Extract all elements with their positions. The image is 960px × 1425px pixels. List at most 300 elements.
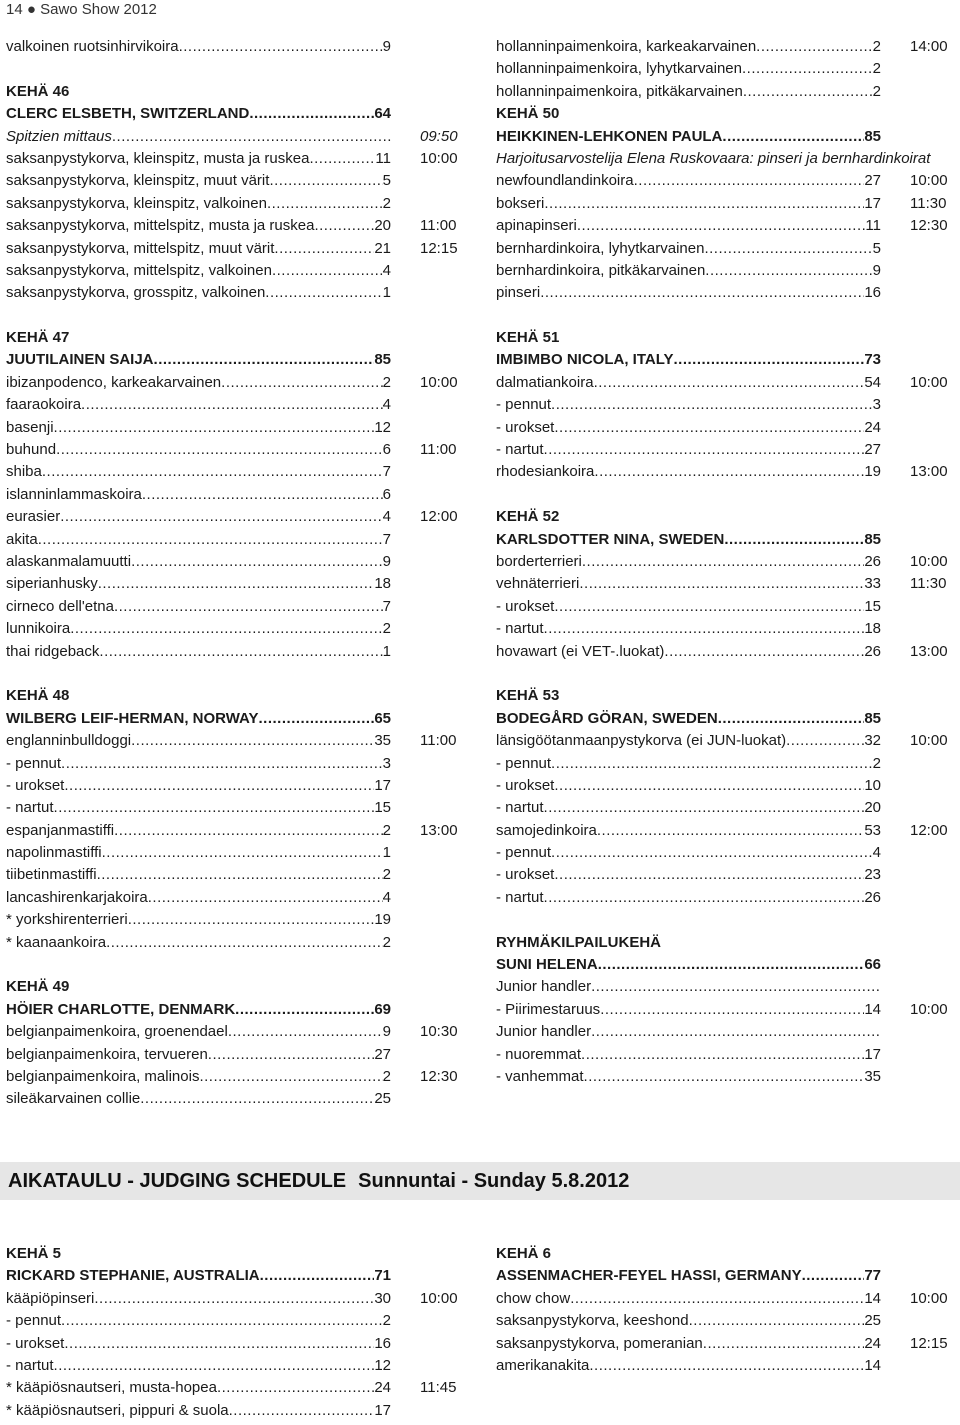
- breed-row: [6, 126, 466, 148]
- dot-leader: [114, 596, 383, 618]
- row-label: [496, 954, 881, 976]
- note-wrap: [496, 148, 956, 170]
- breed-name: - urokset: [496, 866, 555, 884]
- start-time: 13:00: [910, 642, 948, 660]
- banner-title: AIKATAULU - JUDGING SCHEDULE: [8, 1169, 347, 1192]
- breed-row: [496, 81, 956, 103]
- row-label: [6, 282, 391, 304]
- entry-count: 2: [382, 1067, 391, 1085]
- breed-row: [6, 506, 466, 528]
- row-label: [6, 461, 391, 483]
- dot-leader: [581, 1044, 864, 1066]
- row-label: [6, 36, 391, 58]
- entry-count: 2: [382, 194, 391, 212]
- dot-leader: [591, 976, 881, 998]
- entry-count: 2: [382, 821, 391, 839]
- breed-name: lancashirenkarjakoira: [6, 888, 148, 906]
- spacer: [6, 58, 466, 80]
- breed-row: [6, 909, 466, 931]
- row-label: [6, 1044, 391, 1066]
- row-label: [6, 641, 391, 663]
- dot-leader: [554, 417, 864, 439]
- entry-count: 77: [864, 1267, 881, 1285]
- dot-leader: [235, 999, 374, 1021]
- breed-row: [6, 1066, 466, 1088]
- entry-count: 24: [374, 1379, 391, 1397]
- start-time: 10:30: [420, 1023, 458, 1041]
- breed-row: [496, 596, 956, 618]
- row-label: [496, 529, 881, 551]
- row-label: [6, 1377, 391, 1399]
- entry-count: 7: [382, 530, 391, 548]
- entry-count: 21: [374, 239, 391, 257]
- start-time: 12:15: [910, 1334, 948, 1352]
- judge-name: ASSENMACHER-FEYEL HASSI, GERMANY: [496, 1267, 802, 1285]
- breed-name: pinseri: [496, 284, 541, 302]
- breed-name: - pennut: [6, 754, 62, 772]
- breed-row: [6, 148, 466, 170]
- judge-name: HEIKKINEN-LEHKONEN PAULA: [496, 127, 723, 145]
- row-label: [496, 394, 881, 416]
- breed-name: espanjanmastiffi: [6, 821, 115, 839]
- dot-leader: [634, 170, 865, 192]
- row-label: [6, 417, 391, 439]
- row-label: [6, 753, 391, 775]
- entry-count: 6: [382, 485, 391, 503]
- ring-title: KEHÄ 46: [6, 82, 70, 100]
- dot-leader: [131, 551, 383, 573]
- breed-name: - nartut: [496, 888, 544, 906]
- dot-leader: [267, 193, 383, 215]
- breed-name: newfoundlandinkoira: [496, 172, 634, 190]
- breed-row: [6, 797, 466, 819]
- entry-count: 27: [864, 172, 881, 190]
- ring-title: KEHÄ 5: [6, 1245, 62, 1262]
- row-label: [6, 372, 391, 394]
- entry-count: 4: [382, 261, 391, 279]
- dot-leader: [786, 730, 864, 752]
- dot-leader: [179, 36, 383, 58]
- entry-count: 85: [374, 351, 391, 369]
- breed-name: - nartut: [6, 799, 54, 817]
- dot-leader: [97, 864, 383, 886]
- entry-count: 85: [864, 709, 881, 727]
- dot-leader: [114, 820, 383, 842]
- entry-count: 1: [382, 284, 391, 302]
- breed-row: [496, 730, 956, 752]
- dot-leader: [98, 573, 375, 595]
- row-label: [6, 1355, 391, 1377]
- breed-name: - nartut: [496, 620, 544, 638]
- breed-name: faaraokoira: [6, 396, 82, 414]
- entry-count: 1: [382, 844, 391, 862]
- breed-name: akita: [6, 530, 38, 548]
- entry-count: 6: [382, 441, 391, 459]
- entry-count: 73: [864, 351, 881, 369]
- row-label: [496, 730, 881, 752]
- entry-count: 3: [382, 754, 391, 772]
- dot-leader: [703, 1333, 865, 1355]
- dot-leader: [94, 1288, 374, 1310]
- start-time: 14:00: [910, 38, 948, 55]
- row-label: [496, 193, 881, 215]
- breed-name: bokseri: [496, 194, 545, 212]
- entry-count: 25: [374, 1090, 391, 1108]
- dot-leader: [554, 864, 864, 886]
- entry-count: 24: [864, 418, 881, 436]
- breed-name: - urokset: [6, 1334, 65, 1352]
- breed-row: [6, 1044, 466, 1066]
- breed-name: - urokset: [6, 776, 65, 794]
- judge-name: RICKARD STEPHANIE, AUSTRALIA: [6, 1267, 260, 1285]
- start-time: 11:30: [910, 575, 947, 593]
- breed-name: belgianpaimenkoira, tervueren: [6, 1045, 208, 1063]
- breed-name: napolinmastiffi: [6, 844, 102, 862]
- breed-row: [496, 551, 956, 573]
- breed-row: [496, 417, 956, 439]
- start-time: 12:30: [910, 217, 948, 235]
- breed-row: [6, 573, 466, 595]
- breed-name: saksanpystykorva, pomeranian: [496, 1334, 703, 1352]
- bullet-icon: ●: [26, 1, 36, 18]
- breed-row: [496, 1044, 956, 1066]
- row-label: [496, 461, 881, 483]
- ring-title: KEHÄ 53: [496, 687, 560, 705]
- entry-count: 9: [382, 38, 391, 55]
- breed-row: [6, 1088, 466, 1110]
- dot-leader: [199, 1066, 382, 1088]
- breed-name: saksanpystykorva, mittelspitz, valkoinen: [6, 261, 272, 279]
- breed-row: [6, 461, 466, 483]
- breed-name: - nartut: [6, 1356, 54, 1374]
- breed-row: [6, 372, 466, 394]
- entry-count: 9: [382, 1023, 391, 1041]
- breed-row: [496, 394, 956, 416]
- row-label: [6, 439, 391, 461]
- breed-name: * kaanaankoira: [6, 933, 107, 951]
- start-time: 13:00: [420, 821, 458, 839]
- dot-leader: [38, 529, 383, 551]
- row-label: [6, 618, 391, 640]
- spacer: [6, 663, 466, 685]
- breed-name: - urokset: [496, 597, 555, 615]
- row-label: [496, 417, 881, 439]
- entry-count: 54: [864, 373, 881, 391]
- row-label: [6, 1021, 391, 1043]
- entry-count: 71: [374, 1267, 391, 1285]
- entry-count: 2: [382, 620, 391, 638]
- dot-leader: [99, 641, 382, 663]
- dot-leader: [551, 753, 873, 775]
- breed-name: - pennut: [496, 754, 552, 772]
- breed-row: [496, 439, 956, 461]
- breed-row: [496, 573, 956, 595]
- entry-count: 53: [864, 821, 881, 839]
- judge-row: [6, 349, 466, 371]
- left-column-sunday: [6, 1243, 466, 1422]
- entry-count: 19: [864, 463, 881, 481]
- ring-title: KEHÄ 51: [496, 329, 560, 347]
- breed-row: [6, 1310, 466, 1332]
- row-label: [496, 999, 881, 1021]
- dot-leader: [579, 573, 864, 595]
- judge-row: [496, 708, 956, 730]
- start-time: 13:00: [910, 463, 948, 481]
- dot-leader: [54, 417, 375, 439]
- entry-count: 24: [864, 1334, 881, 1352]
- judge-row: [6, 103, 466, 125]
- breed-name: - urokset: [496, 418, 555, 436]
- entry-count: 20: [374, 217, 391, 235]
- row-label: [6, 887, 391, 909]
- dot-leader: [217, 1377, 374, 1399]
- breed-name: belgianpaimenkoira, groenendael: [6, 1023, 228, 1041]
- entry-count: 65: [374, 709, 391, 727]
- breed-row: [6, 730, 466, 752]
- breed-row: [496, 820, 956, 842]
- row-label: [496, 215, 881, 237]
- dot-leader: [577, 215, 866, 237]
- spacer: [6, 305, 466, 327]
- row-label: [496, 260, 881, 282]
- dot-leader: [570, 1288, 864, 1310]
- row-label: [496, 36, 881, 58]
- dot-leader: [544, 618, 865, 640]
- breed-row: [496, 864, 956, 886]
- row-label: [496, 753, 881, 775]
- row-label: [6, 1310, 391, 1332]
- start-time: 10:00: [420, 373, 458, 391]
- breed-name: - pennut: [6, 1312, 62, 1330]
- entry-count: 27: [374, 1045, 391, 1063]
- row-label: [496, 1310, 881, 1332]
- ring-title: KEHÄ 48: [6, 687, 70, 705]
- dot-leader: [54, 797, 375, 819]
- breed-name: islanninlammaskoira: [6, 485, 142, 503]
- schedule-banner: [0, 1162, 960, 1200]
- start-time: 12:15: [420, 239, 458, 257]
- judge-row: [496, 529, 956, 551]
- row-label: [496, 282, 881, 304]
- entry-count: 2: [872, 754, 881, 772]
- dot-leader: [724, 529, 864, 551]
- trainee-judge-note: [496, 148, 956, 170]
- dot-leader: [70, 618, 382, 640]
- breed-name: hollanninpaimenkoira, pitkäkarvainen: [496, 82, 743, 100]
- breed-row: [6, 775, 466, 797]
- start-time: 10:00: [910, 732, 948, 750]
- dot-leader: [551, 394, 873, 416]
- entry-count: 23: [864, 866, 881, 884]
- breed-name: hovawart (ei VET-.luokat): [496, 642, 665, 660]
- row-label: [496, 887, 881, 909]
- spacer: [496, 305, 956, 327]
- breed-row: [6, 1021, 466, 1043]
- row-label: [6, 349, 391, 371]
- start-time: 10:00: [910, 373, 948, 391]
- dot-leader: [705, 260, 872, 282]
- breed-name: belgianpaimenkoira, malinois: [6, 1067, 200, 1085]
- dot-leader: [81, 394, 383, 416]
- breed-name: apinapinseri: [496, 217, 577, 235]
- note-text: Harjoitusarvostelija Elena Ruskovaara: pinseri ja bernhardinkoirat: [496, 149, 931, 167]
- breed-name: hollanninpaimenkoira, karkeakarvainen: [496, 38, 757, 55]
- row-label: [496, 573, 881, 595]
- spacer: [6, 954, 466, 976]
- row-label: [496, 596, 881, 618]
- breed-row: [496, 1355, 956, 1377]
- start-time: 11:00: [420, 732, 457, 750]
- breed-row: [6, 887, 466, 909]
- row-label: [496, 864, 881, 886]
- row-label: [6, 1400, 391, 1422]
- entry-count: 2: [382, 373, 391, 391]
- breed-row: [6, 753, 466, 775]
- entry-count: 9: [382, 552, 391, 570]
- breed-name: Spitzien mittaus: [6, 127, 112, 145]
- entry-count: 3: [872, 396, 881, 414]
- row-label: [496, 618, 881, 640]
- breed-row: [6, 193, 466, 215]
- dot-leader: [589, 1355, 864, 1377]
- breed-row: [496, 1333, 956, 1355]
- dot-leader: [664, 641, 864, 663]
- breed-name: bernhardinkoira, lyhytkarvainen: [496, 239, 705, 257]
- breed-name: * kääpiösnautseri, pippuri & suola: [6, 1401, 229, 1419]
- dot-leader: [106, 932, 383, 954]
- judge-row: [496, 349, 956, 371]
- judge-row: [496, 1265, 956, 1287]
- entry-count: 9: [872, 261, 881, 279]
- start-time: 10:00: [420, 1289, 458, 1307]
- dot-leader: [272, 260, 383, 282]
- breed-name: samojedinkoira: [496, 821, 597, 839]
- row-label: [496, 1288, 881, 1310]
- dot-leader: [54, 1355, 375, 1377]
- entry-count: 4: [382, 396, 391, 414]
- breed-name: chow chow: [496, 1289, 571, 1307]
- dot-leader: [544, 797, 865, 819]
- breed-row: [6, 394, 466, 416]
- breed-name: bernhardinkoira, pitkäkarvainen: [496, 261, 706, 279]
- row-label: [6, 551, 391, 573]
- start-time: 10:00: [420, 149, 458, 167]
- entry-count: 1: [382, 642, 391, 660]
- entry-count: 11: [375, 149, 391, 167]
- breed-row: [496, 797, 956, 819]
- row-label: [6, 820, 391, 842]
- dot-leader: [61, 753, 383, 775]
- breed-row: [496, 976, 956, 998]
- dot-leader: [259, 708, 375, 730]
- start-time: 11:00: [420, 217, 457, 235]
- row-label: [6, 999, 391, 1021]
- dot-leader: [554, 596, 864, 618]
- row-label: [6, 932, 391, 954]
- breed-name: saksanpystykorva, grosspitz, valkoinen: [6, 284, 266, 302]
- spacer: [496, 909, 956, 931]
- entry-count: 2: [872, 82, 881, 100]
- dot-leader: [540, 282, 864, 304]
- dot-leader: [60, 506, 382, 528]
- start-time: 10:00: [910, 172, 948, 190]
- entry-count: 25: [864, 1312, 881, 1330]
- breed-name: dalmatiankoira: [496, 373, 594, 391]
- judge-row: [6, 999, 466, 1021]
- entry-count: 2: [382, 866, 391, 884]
- row-label: [496, 1021, 881, 1043]
- breed-name: Junior handler: [496, 978, 592, 996]
- breed-row: [6, 170, 466, 192]
- dot-leader: [102, 842, 383, 864]
- breed-name: - urokset: [496, 776, 555, 794]
- breed-name: vehnäterrieri: [496, 575, 580, 593]
- row-label: [6, 596, 391, 618]
- row-label: [6, 797, 391, 819]
- breed-name: saksanpystykorva, kleinspitz, valkoinen: [6, 194, 267, 212]
- entry-count: 27: [864, 441, 881, 459]
- judge-name: HÖIER CHARLOTTE, DENMARK: [6, 1000, 236, 1018]
- entry-count: 4: [382, 508, 391, 526]
- entry-count: 26: [864, 888, 881, 906]
- breed-row: [6, 820, 466, 842]
- breed-row: [6, 282, 466, 304]
- entry-count: 20: [864, 799, 881, 817]
- ring-title: KEHÄ 49: [6, 978, 70, 996]
- dot-leader: [265, 282, 382, 304]
- row-label: [6, 708, 391, 730]
- entry-count: 5: [872, 239, 881, 257]
- breed-row: [496, 58, 956, 80]
- dot-leader: [42, 461, 383, 483]
- breed-name: alaskanmalamuutti: [6, 552, 132, 570]
- breed-name: Junior handler: [496, 1023, 592, 1041]
- row-label: [6, 1088, 391, 1110]
- dot-leader: [584, 1066, 865, 1088]
- dot-leader: [229, 1400, 375, 1422]
- breed-row: [6, 842, 466, 864]
- dot-leader: [718, 708, 865, 730]
- row-label: [6, 730, 391, 752]
- breed-row: [496, 618, 956, 640]
- breed-row: [6, 641, 466, 663]
- row-label: [6, 103, 391, 125]
- start-time: 10:00: [910, 552, 948, 570]
- row-label: [6, 193, 391, 215]
- start-time: 12:00: [420, 508, 458, 526]
- breed-name: rhodesiankoira: [496, 463, 595, 481]
- breed-name: saksanpystykorva, mittelspitz, muut värit: [6, 239, 275, 257]
- banner-subtitle: Sunnuntai - Sunday 5.8.2012: [358, 1169, 630, 1192]
- judge-name: JUUTILAINEN SAIJA: [6, 351, 154, 369]
- breed-name: englanninbulldoggi: [6, 732, 132, 750]
- entry-count: 64: [374, 105, 391, 123]
- start-time: 11:00: [420, 441, 457, 459]
- row-label: [6, 260, 391, 282]
- row-label: [6, 506, 391, 528]
- dot-leader: [600, 999, 864, 1021]
- spacer: [496, 484, 956, 506]
- breed-row: [6, 1355, 466, 1377]
- entry-count: 2: [382, 1312, 391, 1330]
- breed-name: länsigöötanmaanpystykorva (ei JUN-luokat): [496, 732, 787, 750]
- dot-leader: [228, 1021, 383, 1043]
- entry-count: 26: [864, 552, 881, 570]
- start-time: 11:30: [910, 194, 947, 212]
- dot-leader: [554, 775, 864, 797]
- breed-row: [496, 775, 956, 797]
- entry-count: 7: [382, 463, 391, 481]
